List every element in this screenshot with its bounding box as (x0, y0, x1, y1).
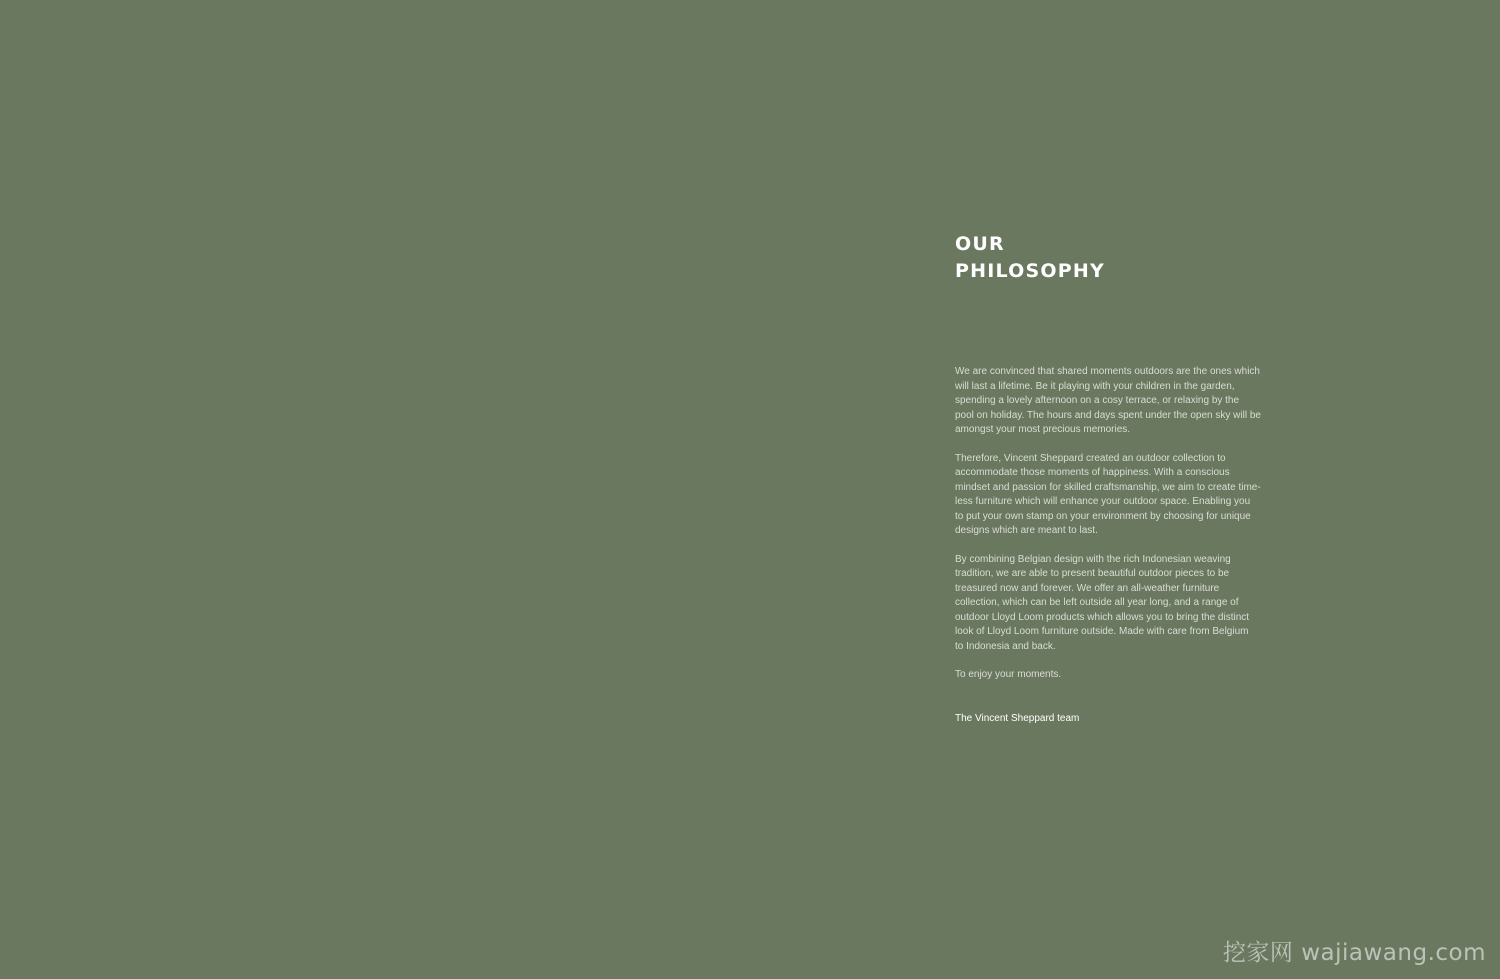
paragraph-4: To enjoy your moments. (955, 669, 1062, 680)
page-title-line-1: OUR (955, 233, 1005, 255)
signature: The Vincent Sheppard team (955, 713, 1080, 724)
paragraph-2: Therefore, Vincent Sheppard created an outdoor collection to accommodate those moments of happiness. With a conscious mindset and passion for skilled craftsmanship, we aim to create time- less furniture which will enhance your outdoor space. Enabling you to put your own stamp on your environment by choosing for unique designs which are meant to last. (955, 452, 1261, 536)
page-title (955, 231, 1105, 285)
page-title-line-2: PHILOSOPHY (955, 260, 1105, 282)
paragraph-1: We are convinced that shared moments outdoors are the ones which will last a lifetime. Be it playing with your children in the garden, spending a lovely afternoon on a cosy terrace, or relaxing by the pool on holiday. The hours and days spent under the open sky will be amongst your most precious memories. (955, 366, 1261, 435)
watermark: 挖家网 wajiawang.com (1222, 940, 1486, 966)
paragraph-3: By combining Belgian design with the rich Indonesian weaving tradition, we are able to present beautiful outdoor pieces to be treasured now and forever. We offer an all-weather furniture collection, which can be left outside all year long, and a range of outdoor Lloyd Loom products which allows you to bring the distinct look of Lloyd Loom furniture outside. Made with care from Belgium to Indonesia and back. (955, 553, 1250, 652)
philosophy-text-block (955, 365, 1300, 697)
